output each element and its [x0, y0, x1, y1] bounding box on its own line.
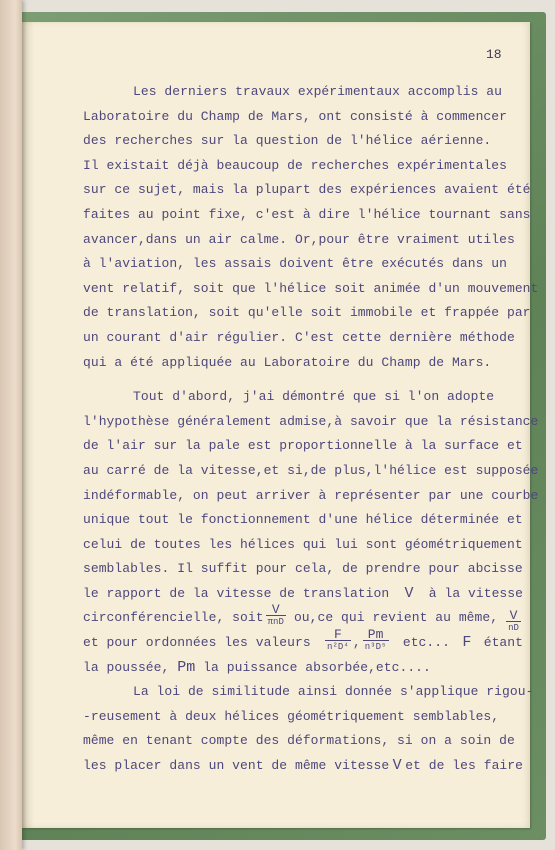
text-line: -reusement à deux hélices géométriquement semblables,: [83, 708, 500, 724]
fraction-v-over-pi-n-d: $\frac{V}{\text{πnD}}$: [267, 602, 284, 628]
text-segment: la poussée,: [83, 659, 170, 675]
text-line: semblables. Il suffit pour cela, de prendre pour abcisse: [83, 561, 523, 577]
text-line: au carré de la vitesse,et si,de plus,l'hélice est supposée: [83, 462, 539, 478]
left-page-edge: [0, 0, 22, 850]
binding-shadow: [22, 22, 34, 828]
text-line: celui de toutes les hélices qui lui sont géométriquement: [83, 536, 523, 552]
text-segment: ou,ce qui revient au même,: [293, 610, 499, 626]
text-line: de translation, soit qu'elle soit immobile et frappée par: [83, 305, 531, 321]
symbol-pm: Pm: [177, 658, 196, 676]
symbol-f: F: [462, 634, 472, 652]
text-line: unique tout le fonctionnement d'une hélice déterminée et: [83, 512, 523, 528]
text-line: Tout d'abord, j'ai démontré que si l'on adopte: [133, 389, 495, 405]
text-line: des recherches sur la question de l'hélice aérienne.: [83, 133, 492, 149]
fraction-v-over-n-d: $\frac{V}{nD}$: [508, 608, 519, 634]
text-line: l'hypothèse généralement admise,à savoir que la résistance: [83, 413, 539, 429]
text-line: Laboratoire du Champ de Mars, ont consisté à commencer: [83, 108, 507, 124]
text-line: avancer,dans un air calme. Or,pour être vraiment utiles: [83, 231, 515, 247]
text-segment: la puissance absorbée,etc....: [203, 659, 431, 675]
page-number: 18: [486, 47, 502, 62]
page-text: [83, 80, 539, 779]
text-line-formula: [83, 754, 523, 779]
text-segment: et pour ordonnées les valeurs: [83, 635, 311, 651]
text-segment: et de les faire: [405, 758, 523, 774]
symbol-v: V: [392, 757, 402, 775]
text-line-formula: [83, 582, 523, 607]
text-line-formula: [83, 602, 523, 634]
text-line: Il existait déjà beaucoup de recherches expérimentales: [83, 157, 507, 173]
text-line: à l'aviation, les assais doivent être exécutés dans un: [83, 256, 507, 272]
text-line: qui a été appliquée au Laboratoire du Champ de Mars.: [83, 354, 492, 370]
fraction-power-coefficient: $\frac{Pm}{\text{n³D⁵}}$: [364, 626, 387, 652]
symbol-v: V: [404, 584, 414, 602]
text-segment: etc...: [402, 635, 450, 651]
fraction-thrust-coefficient: $\frac{F}{\text{n²D⁴}}$: [327, 626, 349, 652]
text-line: de l'air sur la pale est proportionnelle à la surface et: [83, 438, 523, 454]
text-segment: le rapport de la vitesse de translation: [83, 585, 390, 601]
text-segment: circonférencielle, soit $\frac{V}{\text{πnD}}$: [83, 602, 284, 628]
text-segment: étant: [483, 635, 523, 651]
text-line: La loi de similitude ainsi donnée s'applique rigou-: [133, 684, 534, 700]
text-line: vent relatif, soit que l'hélice soit animée d'un mouvement: [83, 280, 539, 296]
text-segment: les placer dans un vent de même vitesse: [83, 758, 390, 774]
formula-group: $\frac{F}{\text{n²D⁴}}$ , $\frac{Pm}{\text{n³D⁵}}$: [327, 626, 387, 652]
text-segment: à la vitesse: [428, 585, 523, 601]
text-line: un courant d'air régulier. C'est cette dernière méthode: [83, 329, 515, 345]
text-line-formula: [83, 656, 523, 681]
text-line: faites au point fixe, c'est à dire l'hélice tournant sans: [83, 206, 531, 222]
text-line: Les derniers travaux expérimentaux accomplis au: [133, 84, 503, 99]
text-line-formula: [83, 626, 523, 656]
text-line: indéformable, on peut arriver à représenter par une courbe: [83, 487, 539, 503]
text-line: sur ce sujet, mais la plupart des expériences avaient été: [83, 182, 531, 198]
text-line: même en tenant compte des déformations, si on a soin de: [83, 733, 515, 749]
